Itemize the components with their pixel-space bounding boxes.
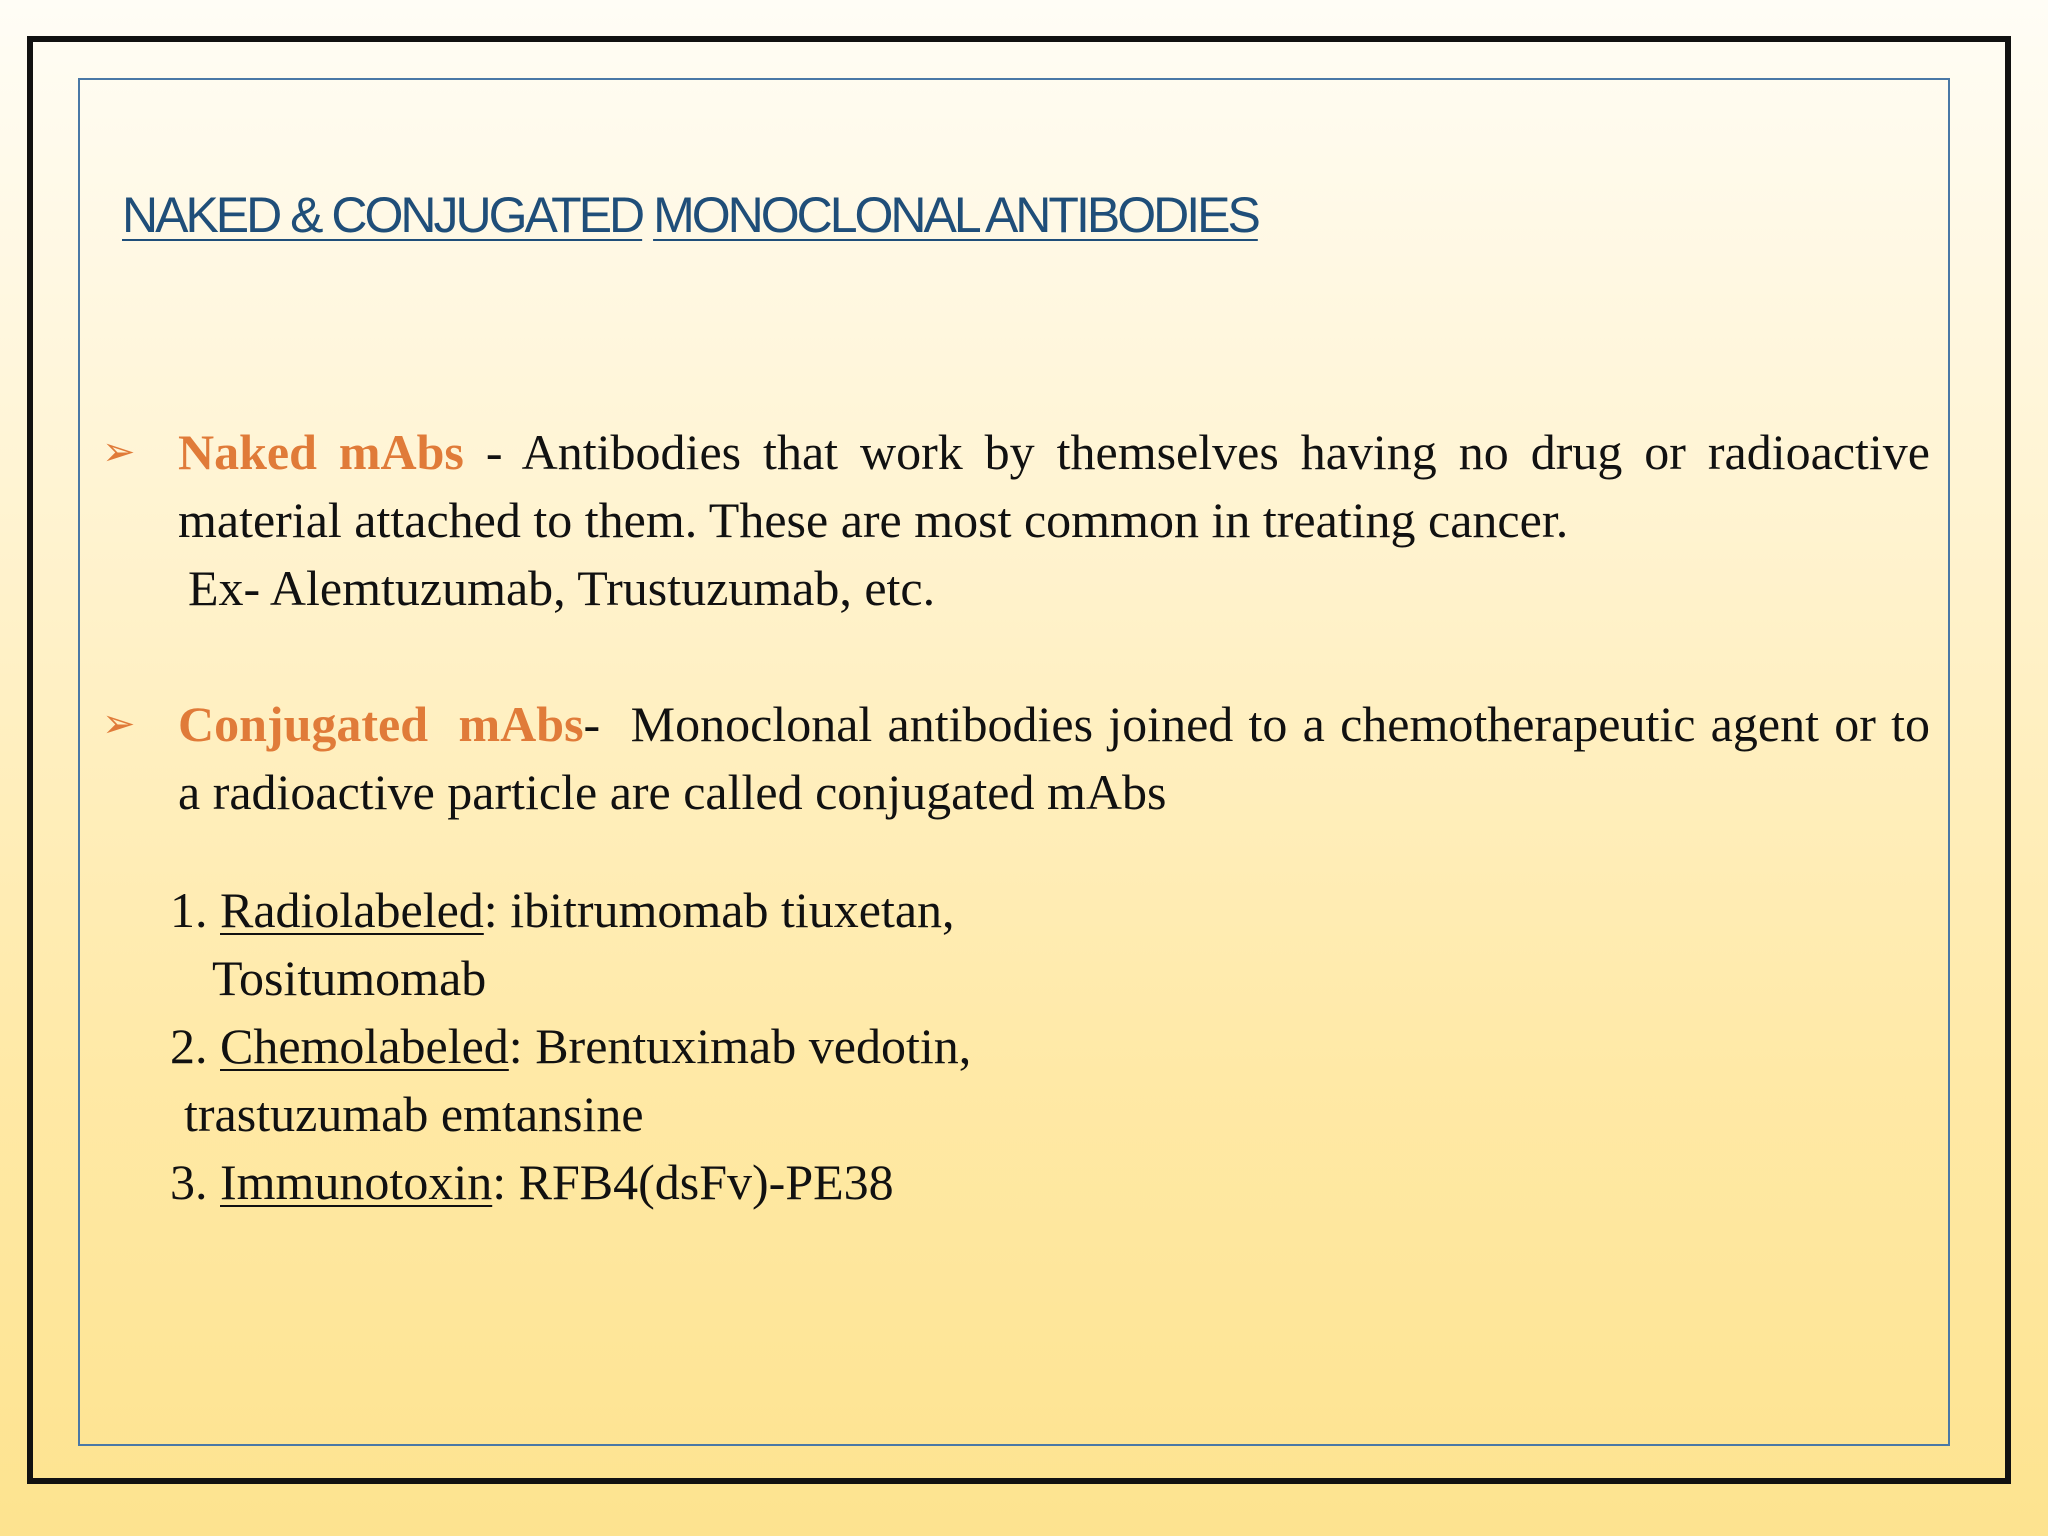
naked-mabs-definition: - Antibodies that work by themselves having no drug or radioactive material attached to them. These are most common in treating cancer. <box>178 424 1930 548</box>
list-number: 1. <box>170 882 220 938</box>
list-examples: : RFB4(dsFv)-PE38 <box>492 1154 894 1210</box>
title-part-2: MONOCLONAL ANTIBODIES <box>653 187 1258 243</box>
section-spacer <box>100 622 1930 690</box>
list-item-chemolabeled <box>170 1012 1930 1080</box>
slide-content <box>100 418 1943 1216</box>
list-number: 2. <box>170 1018 220 1074</box>
naked-mabs-example: Ex- Alemtuzumab, Trustuzumab, etc. <box>188 560 936 616</box>
slide-title <box>122 186 1258 244</box>
arrow-bullet-icon: ➢ <box>102 701 136 747</box>
list-label-radiolabeled: Radiolabeled <box>220 882 484 938</box>
list-item-radiolabeled <box>170 876 1930 944</box>
bullet-naked-mabs <box>100 418 1930 554</box>
list-continuation: trastuzumab emtansine <box>184 1086 644 1142</box>
list-number: 3. <box>170 1154 220 1210</box>
list-examples: : Brentuximab vedotin, <box>508 1018 972 1074</box>
conjugate-type-list <box>100 876 1930 1216</box>
list-item-immunotoxin <box>170 1148 1930 1216</box>
list-examples: : ibitrumomab tiuxetan, <box>483 882 955 938</box>
title-part-1: NAKED & CONJUGATED <box>122 187 643 243</box>
conjugated-mabs-term: Conjugated mAbs <box>178 696 584 752</box>
list-label-chemolabeled: Chemolabeled <box>220 1018 509 1074</box>
conjugated-mabs-definition: - Monoclonal antibodies joined to a chemotherapeutic agent or to a radioactive particle are called conjugated mAbs <box>178 696 1943 820</box>
list-continuation: Tositumomab <box>212 950 487 1006</box>
naked-mabs-term: Naked mAbs <box>178 424 464 480</box>
section-spacer <box>100 826 1930 876</box>
list-label-immunotoxin: Immunotoxin <box>220 1154 493 1210</box>
arrow-bullet-icon: ➢ <box>102 429 136 475</box>
conjugated-mabs-paragraph <box>178 690 1943 826</box>
naked-mabs-paragraph <box>178 418 1930 554</box>
bullet-conjugated-mabs <box>100 690 1943 826</box>
